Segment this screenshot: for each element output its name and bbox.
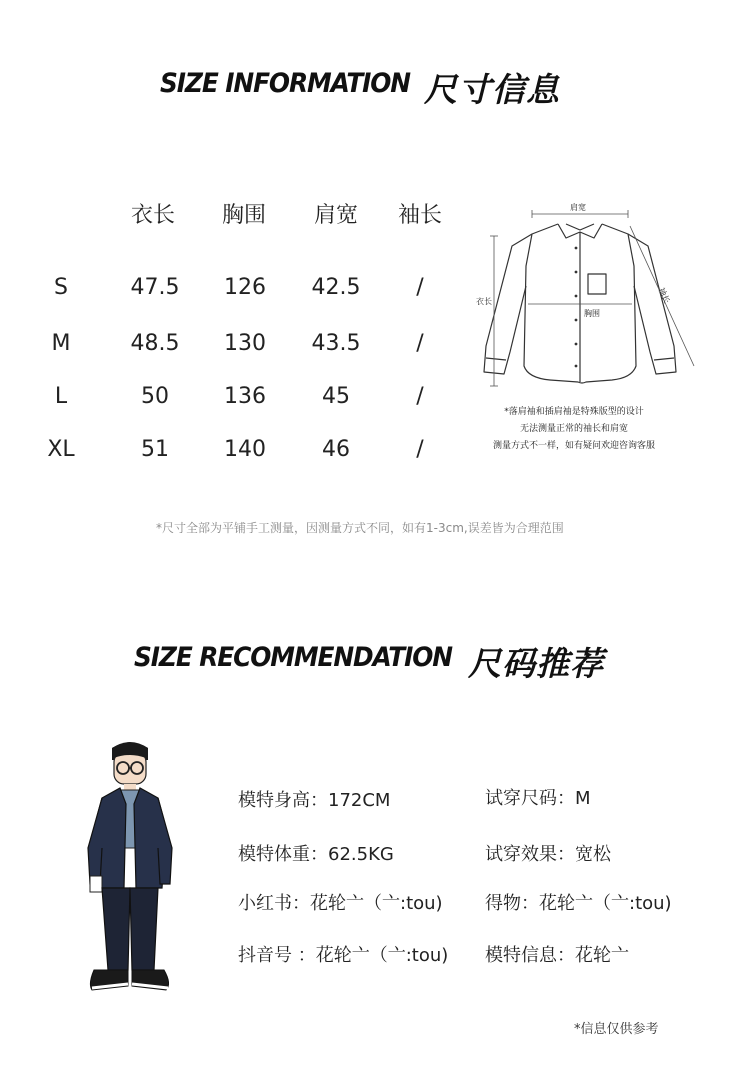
table-cell: / [416,331,424,356]
model-height: 模特身高：172CM [238,790,391,811]
diagram-note: *落肩袖和插肩袖是特殊版型的设计 [504,407,644,417]
table-cell: 130 [224,331,266,356]
table-cell: / [416,275,424,300]
table-cell: 50 [141,384,169,409]
column-header-sleeve: 袖长 [397,203,442,228]
table-cell: 140 [224,437,266,462]
column-header-length: 衣长 [130,203,175,228]
size-rec-title-cn: 尺码推荐 [468,644,604,683]
table-cell: 47.5 [130,275,180,300]
size-label: XL [47,437,75,462]
table-cell: 126 [224,275,266,300]
diagram-label-length: 衣长 [476,297,492,306]
model-info: 模特信息：花轮亠 [485,945,629,966]
table-cell: 43.5 [311,331,361,356]
table-cell: 136 [224,384,266,409]
size-label: L [54,384,68,409]
trial-size: 试穿尺码：M [485,788,591,809]
diagram-label-chest: 胸围 [584,309,600,318]
table-cell: 42.5 [311,275,361,300]
shirt-diagram [470,196,710,396]
measurement-note: *尺寸全部为平铺手工测量，因测量方式不同，如有1-3cm,误差皆为合理范围 [156,521,564,535]
model-weight: 模特体重：62.5KG [238,844,394,865]
douyin-id: 抖音号 ：花轮亠（亠:tou) [238,945,449,966]
table-cell: 51 [141,437,169,462]
dewu-id: 得物：花轮亠（亠:tou) [485,893,672,914]
diagram-label-shoulder: 肩宽 [570,203,586,212]
diagram-note: 无法测量正常的袖长和肩宽 [519,424,628,434]
info-disclaimer: *信息仅供参考 [574,1022,659,1037]
diagram-note: 测量方式不一样，如有疑问欢迎咨询客服 [492,441,655,451]
diagram-label-sleeve: 袖长 [656,286,672,305]
trial-fit: 试穿效果：宽松 [485,844,611,865]
xiaohongshu-id: 小红书：花轮亠（亠:tou) [238,893,443,914]
table-cell: / [416,437,424,462]
column-header-chest: 胸围 [221,203,266,228]
size-info-title-cn: 尺寸信息 [424,70,560,109]
size-label: S [54,275,68,300]
size-rec-title-en: SIZE RECOMMENDATION [134,642,452,673]
table-cell: 45 [322,384,350,409]
size-info-title-en: SIZE INFORMATION [160,68,411,99]
model-illustration [80,738,180,1008]
size-label: M [51,331,71,356]
table-cell: 48.5 [130,331,180,356]
table-cell: / [416,384,424,409]
table-cell: 46 [322,437,350,462]
column-header-shoulder: 肩宽 [313,203,358,228]
